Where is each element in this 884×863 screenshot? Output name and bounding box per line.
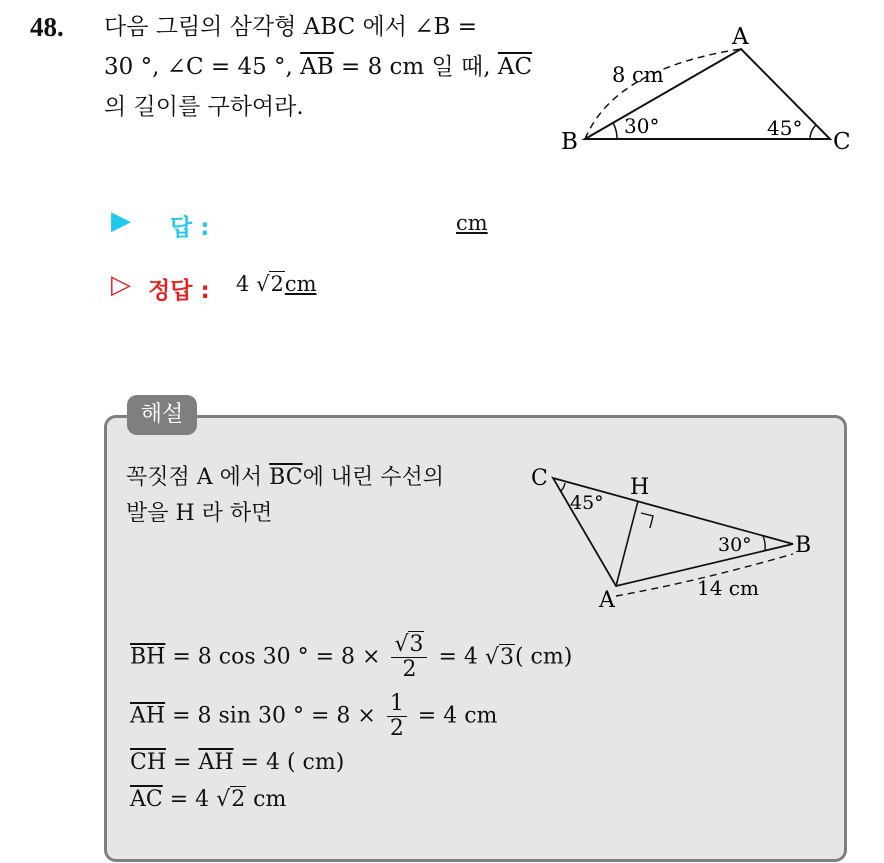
angle-arc-b [763, 536, 765, 551]
eq1-lhs: $\overline{BH}$ [130, 644, 166, 670]
eq1-mid: = 8 cos 30 ° = 8 × [165, 644, 388, 670]
answer-label: 답 : [170, 215, 210, 241]
eq3-lhs: $\overline{CH}$ [130, 750, 167, 775]
eq3-rhs: = 4 ( cm) [233, 750, 345, 775]
eq3-mid: $\overline{AH}$ [198, 750, 234, 775]
eq1-sqrt: √3 [484, 644, 514, 670]
vertex-b-label: B [561, 129, 578, 155]
equation-ah [130, 692, 497, 741]
vertex-a-label: A [599, 588, 615, 613]
sqrt-symbol: √2 [256, 272, 284, 296]
solution-triangle-figure [525, 462, 825, 617]
correct-coef: 4 [236, 272, 250, 296]
eq1-numerator: √3 [391, 633, 427, 658]
vertex-b-label: B [795, 533, 812, 558]
correct-label: 정답 : [148, 278, 210, 304]
angle-arc-c [810, 125, 816, 139]
angle-b-label: 30° [624, 114, 660, 138]
eq1-rhs-a: = 4 [431, 644, 485, 670]
eq4-radicand: 2 [231, 787, 246, 812]
correct-radicand: 2 [270, 272, 284, 296]
eq2-mid: = 8 sin 30 ° = 8 × [165, 703, 383, 729]
solution-line-1 [126, 460, 444, 491]
eq3-eq: = [166, 750, 199, 775]
solution-line-2: 발을 H 라 하면 [126, 501, 273, 526]
vertex-c-label: C [531, 466, 548, 491]
segment-bc: $\overline{BC}$ [269, 465, 303, 490]
segment-ab: $\overline{AB}$ [300, 54, 334, 80]
angle-c-label: 45° [570, 492, 604, 514]
side-ab-label: 14 cm [697, 576, 759, 600]
eq1-fraction [391, 633, 427, 682]
angle-c-label: 45° [767, 116, 803, 140]
q-text-b: = 8 cm 일 때, [333, 54, 498, 80]
eq4-a: = 4 [162, 787, 217, 812]
eq1-num-radicand: 3 [409, 632, 424, 657]
correct-value [236, 272, 317, 296]
eq2-rhs: = 4 cm [410, 703, 498, 729]
eq2-fraction [387, 692, 407, 741]
vertex-c-label: C [833, 129, 851, 155]
question-line-1: 다음 그림의 삼각형 ABC 에서 ∠B = [104, 14, 478, 40]
sol-text-b: 에 내린 수선의 [302, 465, 445, 490]
answer-unit: cm [456, 211, 488, 235]
equation-ch [130, 752, 344, 774]
side-ab-label: 8 cm [612, 63, 664, 87]
eq1-rhs-b: ( cm) [514, 644, 573, 670]
segment-ac: $\overline{AC}$ [497, 54, 533, 80]
equation-bh [130, 633, 572, 682]
eq2-denominator: 2 [389, 716, 404, 742]
question-line-3: 의 길이를 구하여라. [104, 94, 304, 120]
angle-b-label: 30° [718, 534, 752, 556]
eq2-numerator: 1 [387, 692, 407, 717]
right-angle-mark [641, 513, 653, 528]
eq4-b: cm [246, 787, 287, 812]
correct-unit: cm [284, 272, 317, 296]
eq1-rhs-radicand: 3 [499, 644, 514, 670]
vertex-h-label: H [630, 475, 650, 500]
triangle-figure [555, 18, 865, 163]
angle-arc-b [613, 123, 617, 139]
eq1-denominator: 2 [402, 657, 417, 683]
sol-text-a: 꼭짓점 A 에서 [126, 465, 270, 490]
eq2-lhs: $\overline{AH}$ [130, 703, 166, 729]
correct-marker-icon: ▷ [111, 270, 131, 300]
question-line-2 [104, 56, 532, 79]
equation-ac [130, 789, 286, 811]
solution-tab: 해설 [127, 395, 197, 435]
angle-arc-c [560, 483, 565, 492]
altitude-ah [616, 501, 638, 586]
q-text-a: 30 °, ∠C = 45 °, [104, 54, 301, 80]
eq4-sqrt: √2 [216, 787, 246, 812]
answer-marker-icon: ▶ [111, 206, 131, 236]
eq4-lhs: $\overline{AC}$ [130, 787, 163, 812]
vertex-a-label: A [732, 24, 749, 50]
question-number: 48. [30, 12, 64, 42]
